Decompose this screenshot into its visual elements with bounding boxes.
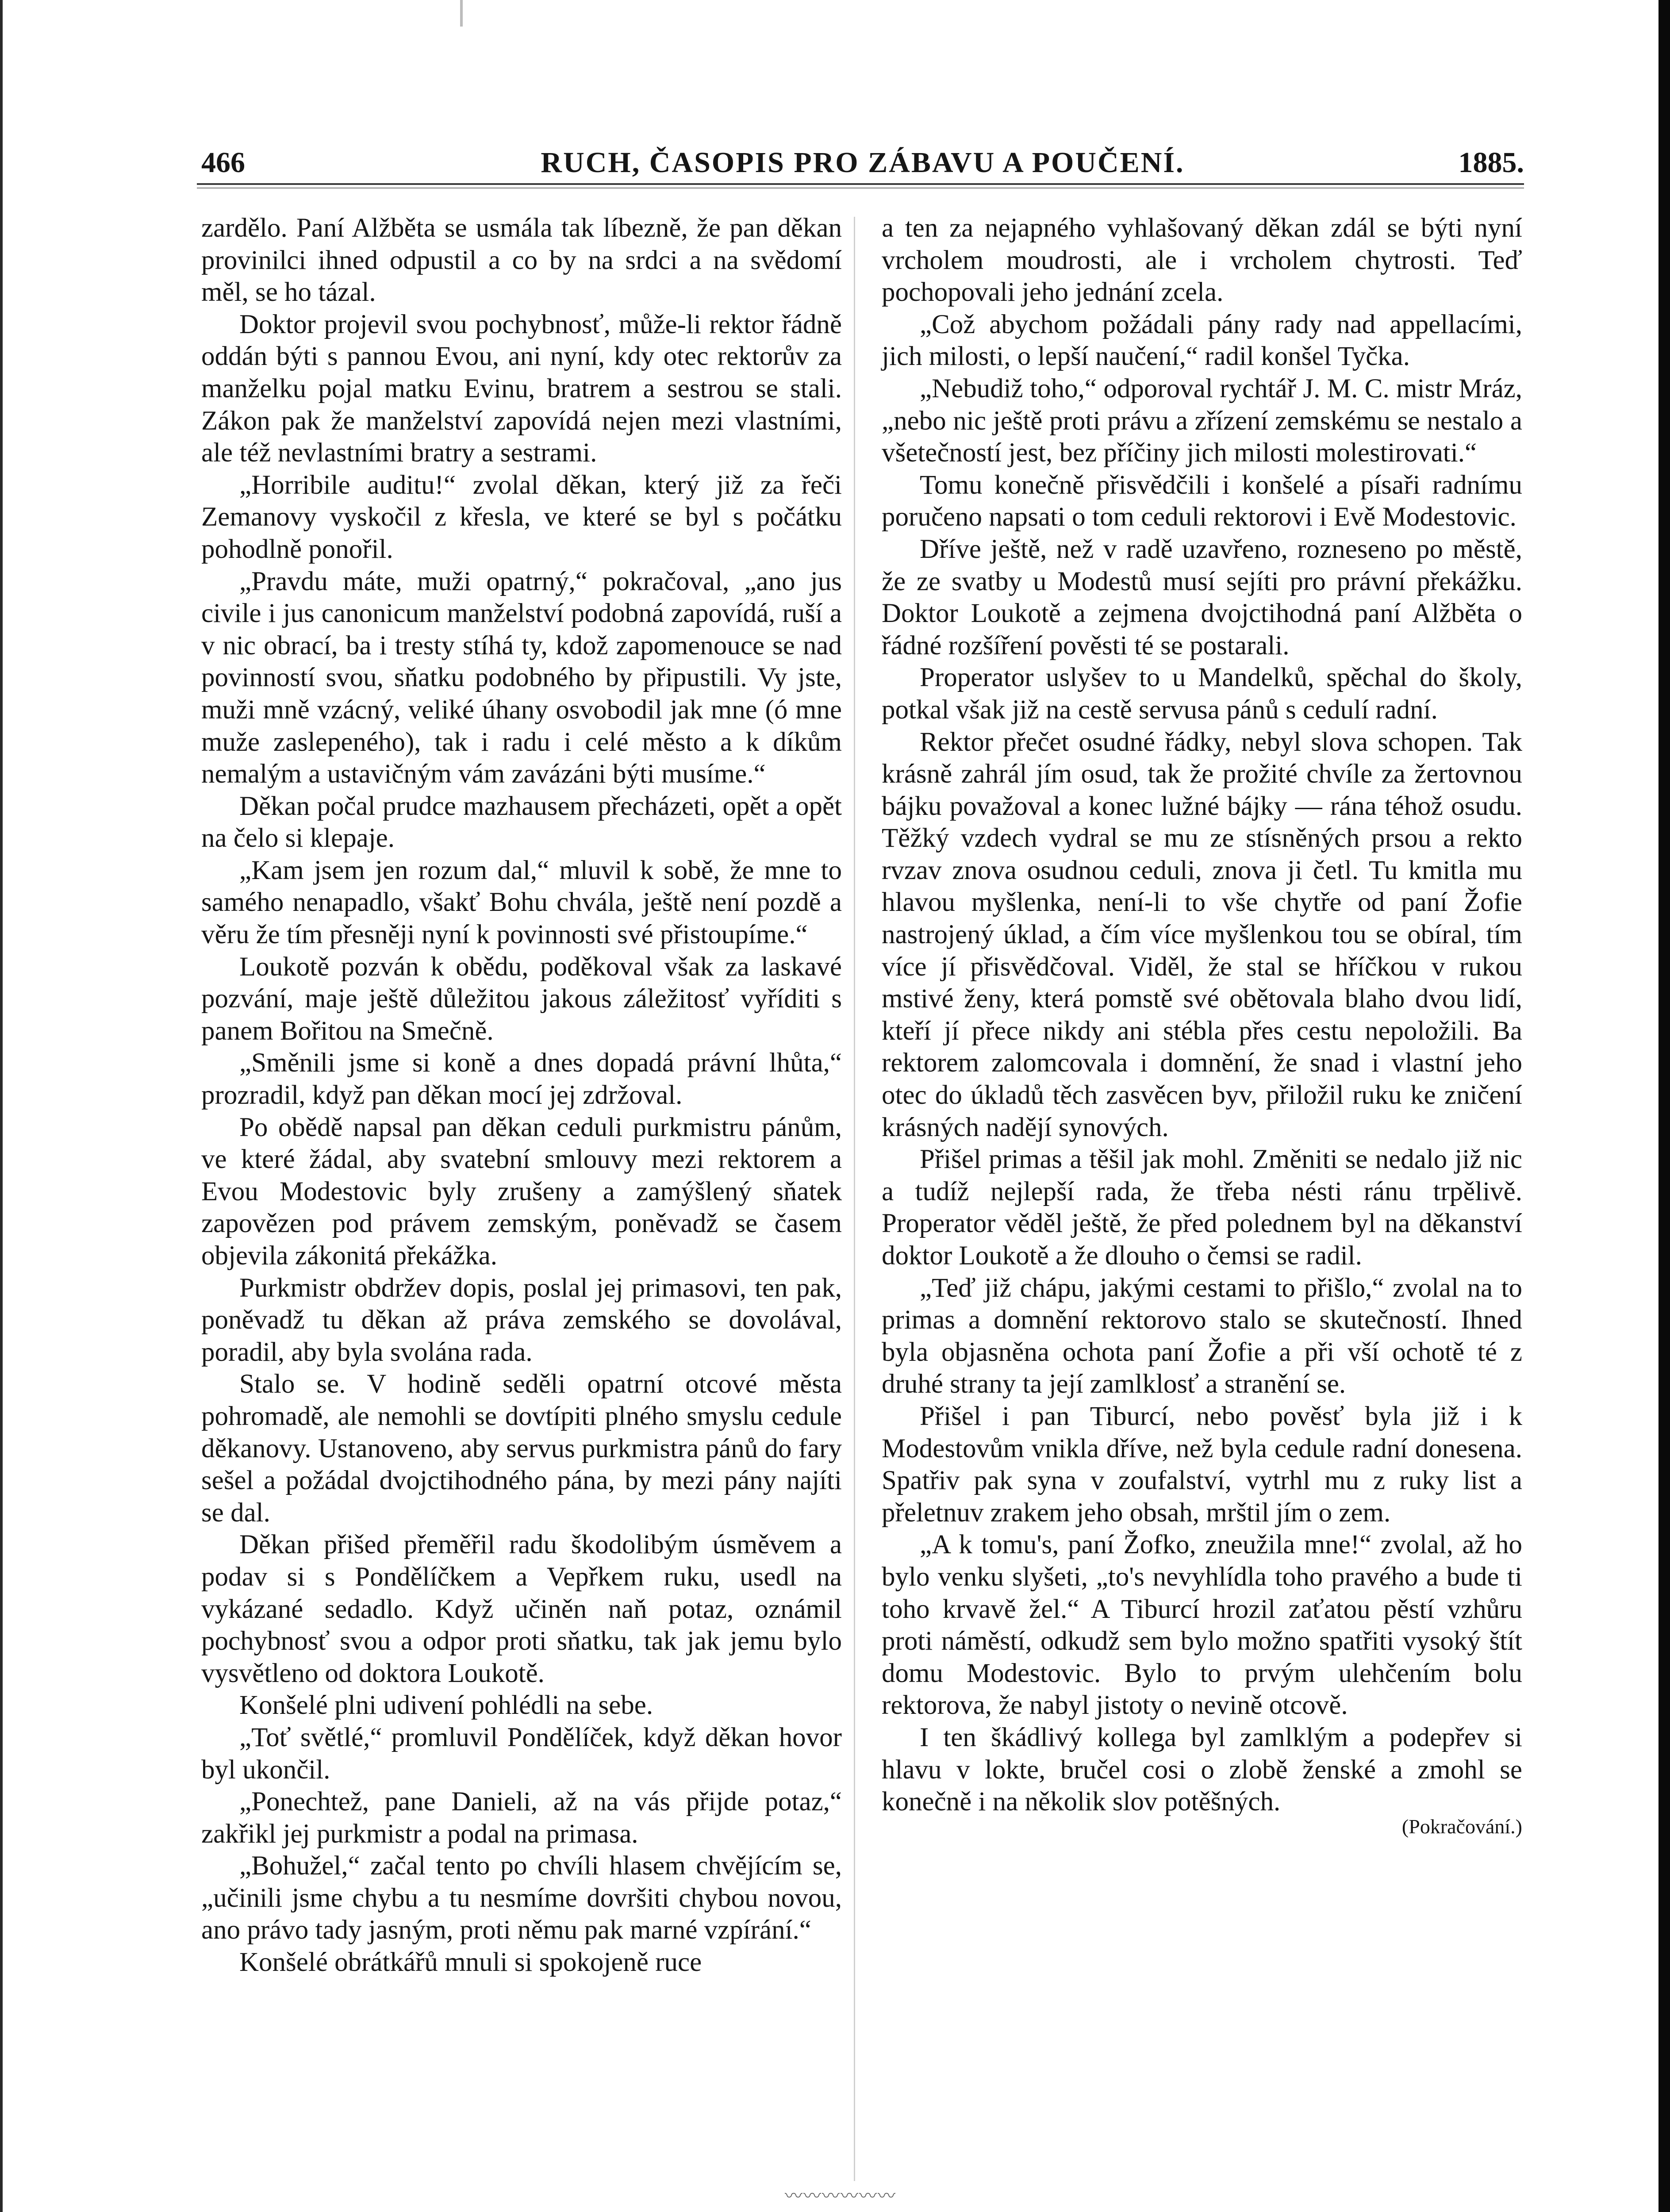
paragraph: Přišel primas a těšil jak mohl. Změniti se nedalo již nic a tudíž nejlepší rada, že třeba nésti ránu trpělivě. Properator věděl ještě, že před polednem byl na děkanství doktor Loukotě a že dlouho o čemsi se radil. bbox=[882, 1144, 1522, 1271]
paragraph: I ten škádlivý kollega byl zamlklým a podepřev si hlavu v lokte, bručel cosi o zlobě ženské a zmohl se konečně i na několik slov potěšných. bbox=[882, 1722, 1522, 1817]
scan-edge-mark bbox=[0, 0, 3, 2212]
paragraph: Konšelé obrátkářů mnuli si spokojeně ruce bbox=[239, 1947, 702, 1978]
paragraph: „Směnili jsme si koně a dnes dopadá právní lhůta,“ prozradil, když pan děkan mocí jej zdržoval. bbox=[201, 1048, 842, 1110]
right-column bbox=[882, 212, 1522, 1838]
paragraph: „Teď již chápu, jakými cestami to přišlo,“ zvolal na to primas a domnění rektorovo stalo se skutečností. Ihned byla objasněna ochota paní Žofie a při vší ochotě té z druhé strany ta její zamlklosť a stranění se. bbox=[882, 1273, 1522, 1399]
paragraph: Loukotě pozván k obědu, poděkoval však za laskavé pozvání, maje ještě důležitou jakous záležitosť vyříditi s panem Bořitou na Smečně. bbox=[201, 952, 842, 1046]
paragraph: „Toť světlé,“ promluvil Pondělíček, když děkan hovor byl ukončil. bbox=[201, 1722, 842, 1785]
paragraph: Přišel i pan Tiburcí, nebo pověsť byla již i k Modestovům vnikla dříve, než byla cedule radní donesena. Spatřiv pak syna v zoufalství, vytrhl mu z ruky list a přeletnuv zrakem jeho obsah, mrštil jím o zem. bbox=[882, 1401, 1522, 1528]
year: 1885. bbox=[1458, 146, 1524, 179]
left-column bbox=[201, 212, 842, 1979]
paragraph: Děkan počal prudce mazhausem přecházeti, opět a opět na čelo si klepaje. bbox=[201, 791, 842, 853]
paragraph: Properator uslyšev to u Mandelků, spěchal do školy, potkal však již na cestě servusa pánů s cedulí radní. bbox=[882, 663, 1522, 725]
header-rule bbox=[197, 183, 1524, 185]
running-title: RUCH, ČASOPIS PRO ZÁBAVU A POUČENÍ. bbox=[541, 146, 1185, 179]
paragraph: „Ponechtež, pane Danieli, až na vás přijde potaz,“ zakřikl jej purkmistr a podal na primasa. bbox=[201, 1787, 842, 1849]
paragraph: „Pravdu máte, muži opatrný,“ pokračoval, „ano jus civile i jus canonicum manželství podobná zapovídá, ruší a v nic obrací, ba i tresty stíhá ty, kdož zapomenouce se nad povinností svou, sňatku podobného by připustili. Vy jste, muži mně vzácný, veliké úhany osvobodil jak mne (ó mne muže zaslepeného), tak i radu i celé město a k díkům nemalým a ustavičným vám zavázáni býti musíme.“ bbox=[201, 566, 842, 789]
paragraph: Tomu konečně přisvědčili i konšelé a písaři radnímu poručeno napsati o tom ceduli rektorovi i Evě Modestovic. bbox=[882, 470, 1522, 532]
page-number: 466 bbox=[201, 146, 245, 179]
paragraph: Děkan přišed přeměřil radu škodolibým úsměvem a podav si s Pondělíčkem a Vepřkem ruku, usedl na vykázané sedadlo. Když učiněn naň potaz, oznámil pochybnosť svou a odpor proti sňatku, tak jak jemu bylo vysvětleno od doktora Loukotě. bbox=[201, 1530, 842, 1688]
column-divider bbox=[854, 217, 855, 2181]
paragraph: a ten za nejapného vyhlašovaný děkan zdál se býti nyní vrcholem moudrosti, ale i vrcholem chytrosti. Teď pochopovali jeho jednání zcela. bbox=[882, 213, 1522, 307]
paragraph: Doktor projevil svou pochybnosť, může-li rektor řádně oddán býti s pannou Evou, ani nyní, kdy otec rektorův za manželku pojal matku Evinu, bratrem a sestrou se stali. Zákon pak že manželství zapovídá nejen mezi vlastními, ale též nevlastními bratry a sestrami. bbox=[201, 309, 842, 468]
paragraph: „Kam jsem jen rozum dal,“ mluvil k sobě, že mne to samého nenapadlo, všakť Bohu chvála, ještě není pozdě a věru že tím přesněji nyní k povinnosti své přistoupíme.“ bbox=[201, 855, 842, 950]
paragraph: Konšelé plni udivení pohlédli na sebe. bbox=[239, 1690, 653, 1720]
paragraph: „Což abychom požádali pány rady nad appellacími, jich milosti, o lepší naučení,“ radil konšel Tyčka. bbox=[882, 309, 1522, 372]
paragraph: „A k tomu's, paní Žofko, zneužila mne!“ zvolal, až ho bylo venku slyšeti, „to's nevyhlídla toho pravého a bude ti toho krvavě žel.“ A Tiburcí hrozil zaťatou pěstí vzhůru proti náměstí, odkudž sem bylo možno spatřiti vysoký štít domu Modestovic. Bylo to prvým ulehčením bolu rektorova, že nabyl jistoty o nevině otcově. bbox=[882, 1530, 1522, 1720]
paragraph: Stalo se. V hodině seděli opatrní otcové města pohromadě, ale nemohli se dovtípiti plného smyslu cedule děkanovy. Ustanoveno, aby servus purkmistra pánů do fary sešel a požádal dvojctihodného pána, by mezi pány najíti se dal. bbox=[201, 1369, 842, 1528]
paragraph: Po obědě napsal pan děkan ceduli purkmistru pánům, ve které žádal, aby svatební smlouvy mezi rektorem a Evou Modestovic byly zrušeny a zamýšlený sňatek zapovězen pod právem zemským, poněvadž se časem objevila zákonitá překážka. bbox=[201, 1112, 842, 1271]
continued-note: (Pokračování.) bbox=[1401, 1815, 1522, 1838]
paragraph: „Horribile auditu!“ zvolal děkan, který již za řeči Zemanovy vyskočil z křesla, ve které se byl s počátku pohodlně ponořil. bbox=[201, 470, 842, 564]
paragraph: Rektor přečet osudné řádky, nebyl slova schopen. Tak krásně zahrál jím osud, tak že prožité chvíle za žertovnou bájku považoval a konec lužné bájky — rána téhož osudu. Těžký vzdech vydral se mu ze stísněných prsou a rekto rvzav znova osudnou ceduli, znova ji četl. Tu kmitla mu hlavou myšlenka, není-li to vše chytře od paní Žofie nastrojený úklad, a čím více myšlenkou tou se obíral, tím více jí přisvědčoval. Viděl, že stal se hříčkou v rukou mstivé ženy, která pomstě své obětovala blaho dvou lidí, kteří jí přece nikdy ani stébla přes cestu nepoložili. Ba rektorem zalomcovala i domnění, že snad i vlastní jeho otec do úkladů těch zasvěcen byv, přiložil ruku ke zničení krásných nadějí synových. bbox=[882, 727, 1522, 1142]
paragraph: zardělo. Paní Alžběta se usmála tak líbezně, že pan děkan provinilci ihned odpustil a co by na srdci a na svědomí měl, se ho tázal. bbox=[201, 213, 842, 307]
page-header bbox=[201, 141, 1524, 185]
paragraph: Purkmistr obdržev dopis, poslal jej primasovi, ten pak, poněvadž tu děkan až práva zemského se dovolával, poradil, aby byla svolána rada. bbox=[201, 1273, 842, 1367]
paragraph: „Nebudiž toho,“ odporoval rychtář J. M. C. mistr Mráz, „nebo nic ještě proti právu a zřízení zemskému se nestalo a všetečností jest, bez příčiny jich milosti molestirovati.“ bbox=[882, 373, 1522, 468]
end-ornament: 〰〰〰〰〰〰 bbox=[785, 2186, 896, 2206]
paragraph: „Bohužel,“ začal tento po chvíli hlasem chvějícím se, „učinili jsme chybu a tu nesmíme dovršiti chybou novou, ano právo tady jasným, proti němu pak marné vzpírání.“ bbox=[201, 1851, 842, 1945]
scan-top-mark bbox=[460, 0, 463, 27]
paragraph: Dříve ještě, než v radě uzavřeno, rozneseno po městě, že ze svatby u Modestů musí sejíti pro právní překážku. Doktor Loukotě a zejmena dvojctihodná paní Alžběta o řádné rozšíření pověsti té se postarali. bbox=[882, 534, 1522, 661]
